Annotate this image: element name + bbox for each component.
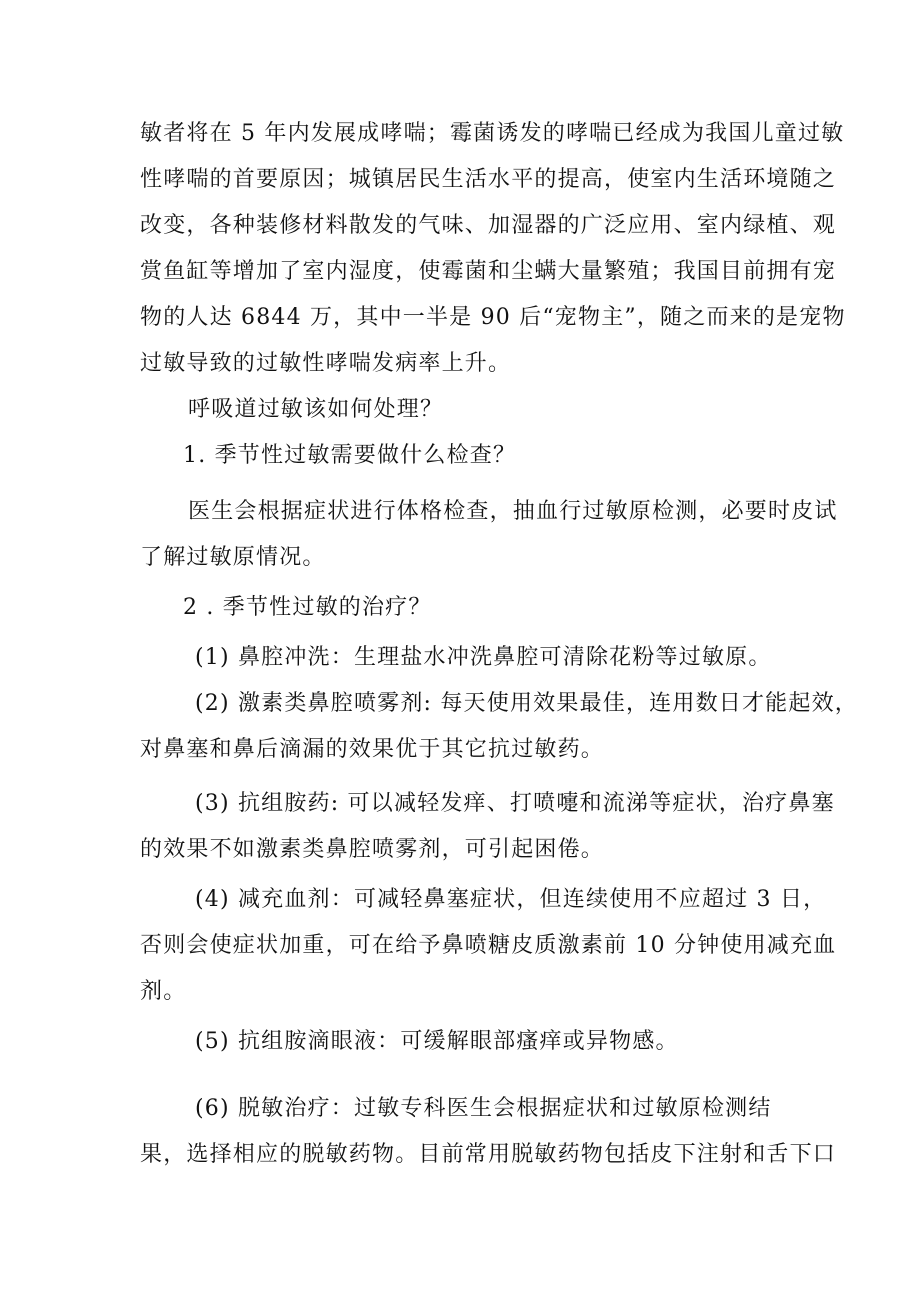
treatment-item-line: 的效果不如激素类鼻腔喷雾剂，可引起困倦。 (140, 837, 605, 862)
treatment-item-line: (5) 抗组胺滴眼液：可缓解眼部瘙痒或异物感。 (195, 1029, 679, 1054)
paragraph-line: 性哮喘的首要原因；城镇居民生活水平的提高，使室内生活环境随之 (140, 167, 837, 192)
section-1-body-line: 了解过敏原情况。 (140, 545, 326, 570)
paragraph-line: 改变，各种装修材料散发的气味、加湿器的广泛应用、室内绿植、观 (140, 213, 837, 238)
paragraph-line: 赏鱼缸等增加了室内湿度，使霉菌和尘螨大量繁殖；我国目前拥有宠 (140, 259, 837, 284)
section-2-heading: 2 . 季节性过敏的治疗？ (183, 595, 432, 620)
question-heading: 呼吸道过敏该如何处理？ (188, 397, 444, 422)
paragraph-line: 敏者将在 5 年内发展成哮喘；霉菌诱发的哮喘已经成为我国儿童过敏 (140, 121, 845, 146)
treatment-item-line: 果，选择相应的脱敏药物。目前常用脱敏药物包括皮下注射和舌下口 (140, 1142, 837, 1167)
treatment-item-line: (6) 脱敏治疗：过敏专科医生会根据症状和过敏原检测结 (195, 1096, 772, 1121)
treatment-item-line: (1) 鼻腔冲洗：生理盐水冲洗鼻腔可清除花粉等过敏原。 (195, 645, 772, 670)
treatment-item-line: 剂。 (140, 979, 187, 1004)
section-1-body-line: 医生会根据症状进行体格检查，抽血行过敏原检测，必要时皮试 (188, 499, 838, 524)
treatment-item-line: (3) 抗组胺药: 可以减轻发痒、打喷嚏和流涕等症状，治疗鼻塞 (195, 791, 835, 816)
paragraph-line: 物的人达 6844 万，其中一半是 90 后“宠物主”，随之而来的是宠物 (140, 305, 846, 330)
treatment-item-line: (2) 激素类鼻腔喷雾剂: 每天使用效果最佳，连用数日才能起效， (195, 691, 858, 716)
treatment-item-line: 否则会使症状加重，可在给予鼻喷糖皮质激素前 10 分钟使用减充血 (140, 933, 837, 958)
treatment-item-line: (4) 减充血剂：可减轻鼻塞症状，但连续使用不应超过 3 日， (195, 887, 827, 912)
section-1-heading: 1. 季节性过敏需要做什么检查？ (183, 443, 517, 468)
paragraph-line: 过敏导致的过敏性哮喘发病率上升。 (140, 351, 512, 376)
treatment-item-line: 对鼻塞和鼻后滴漏的效果优于其它抗过敏药。 (140, 737, 605, 762)
